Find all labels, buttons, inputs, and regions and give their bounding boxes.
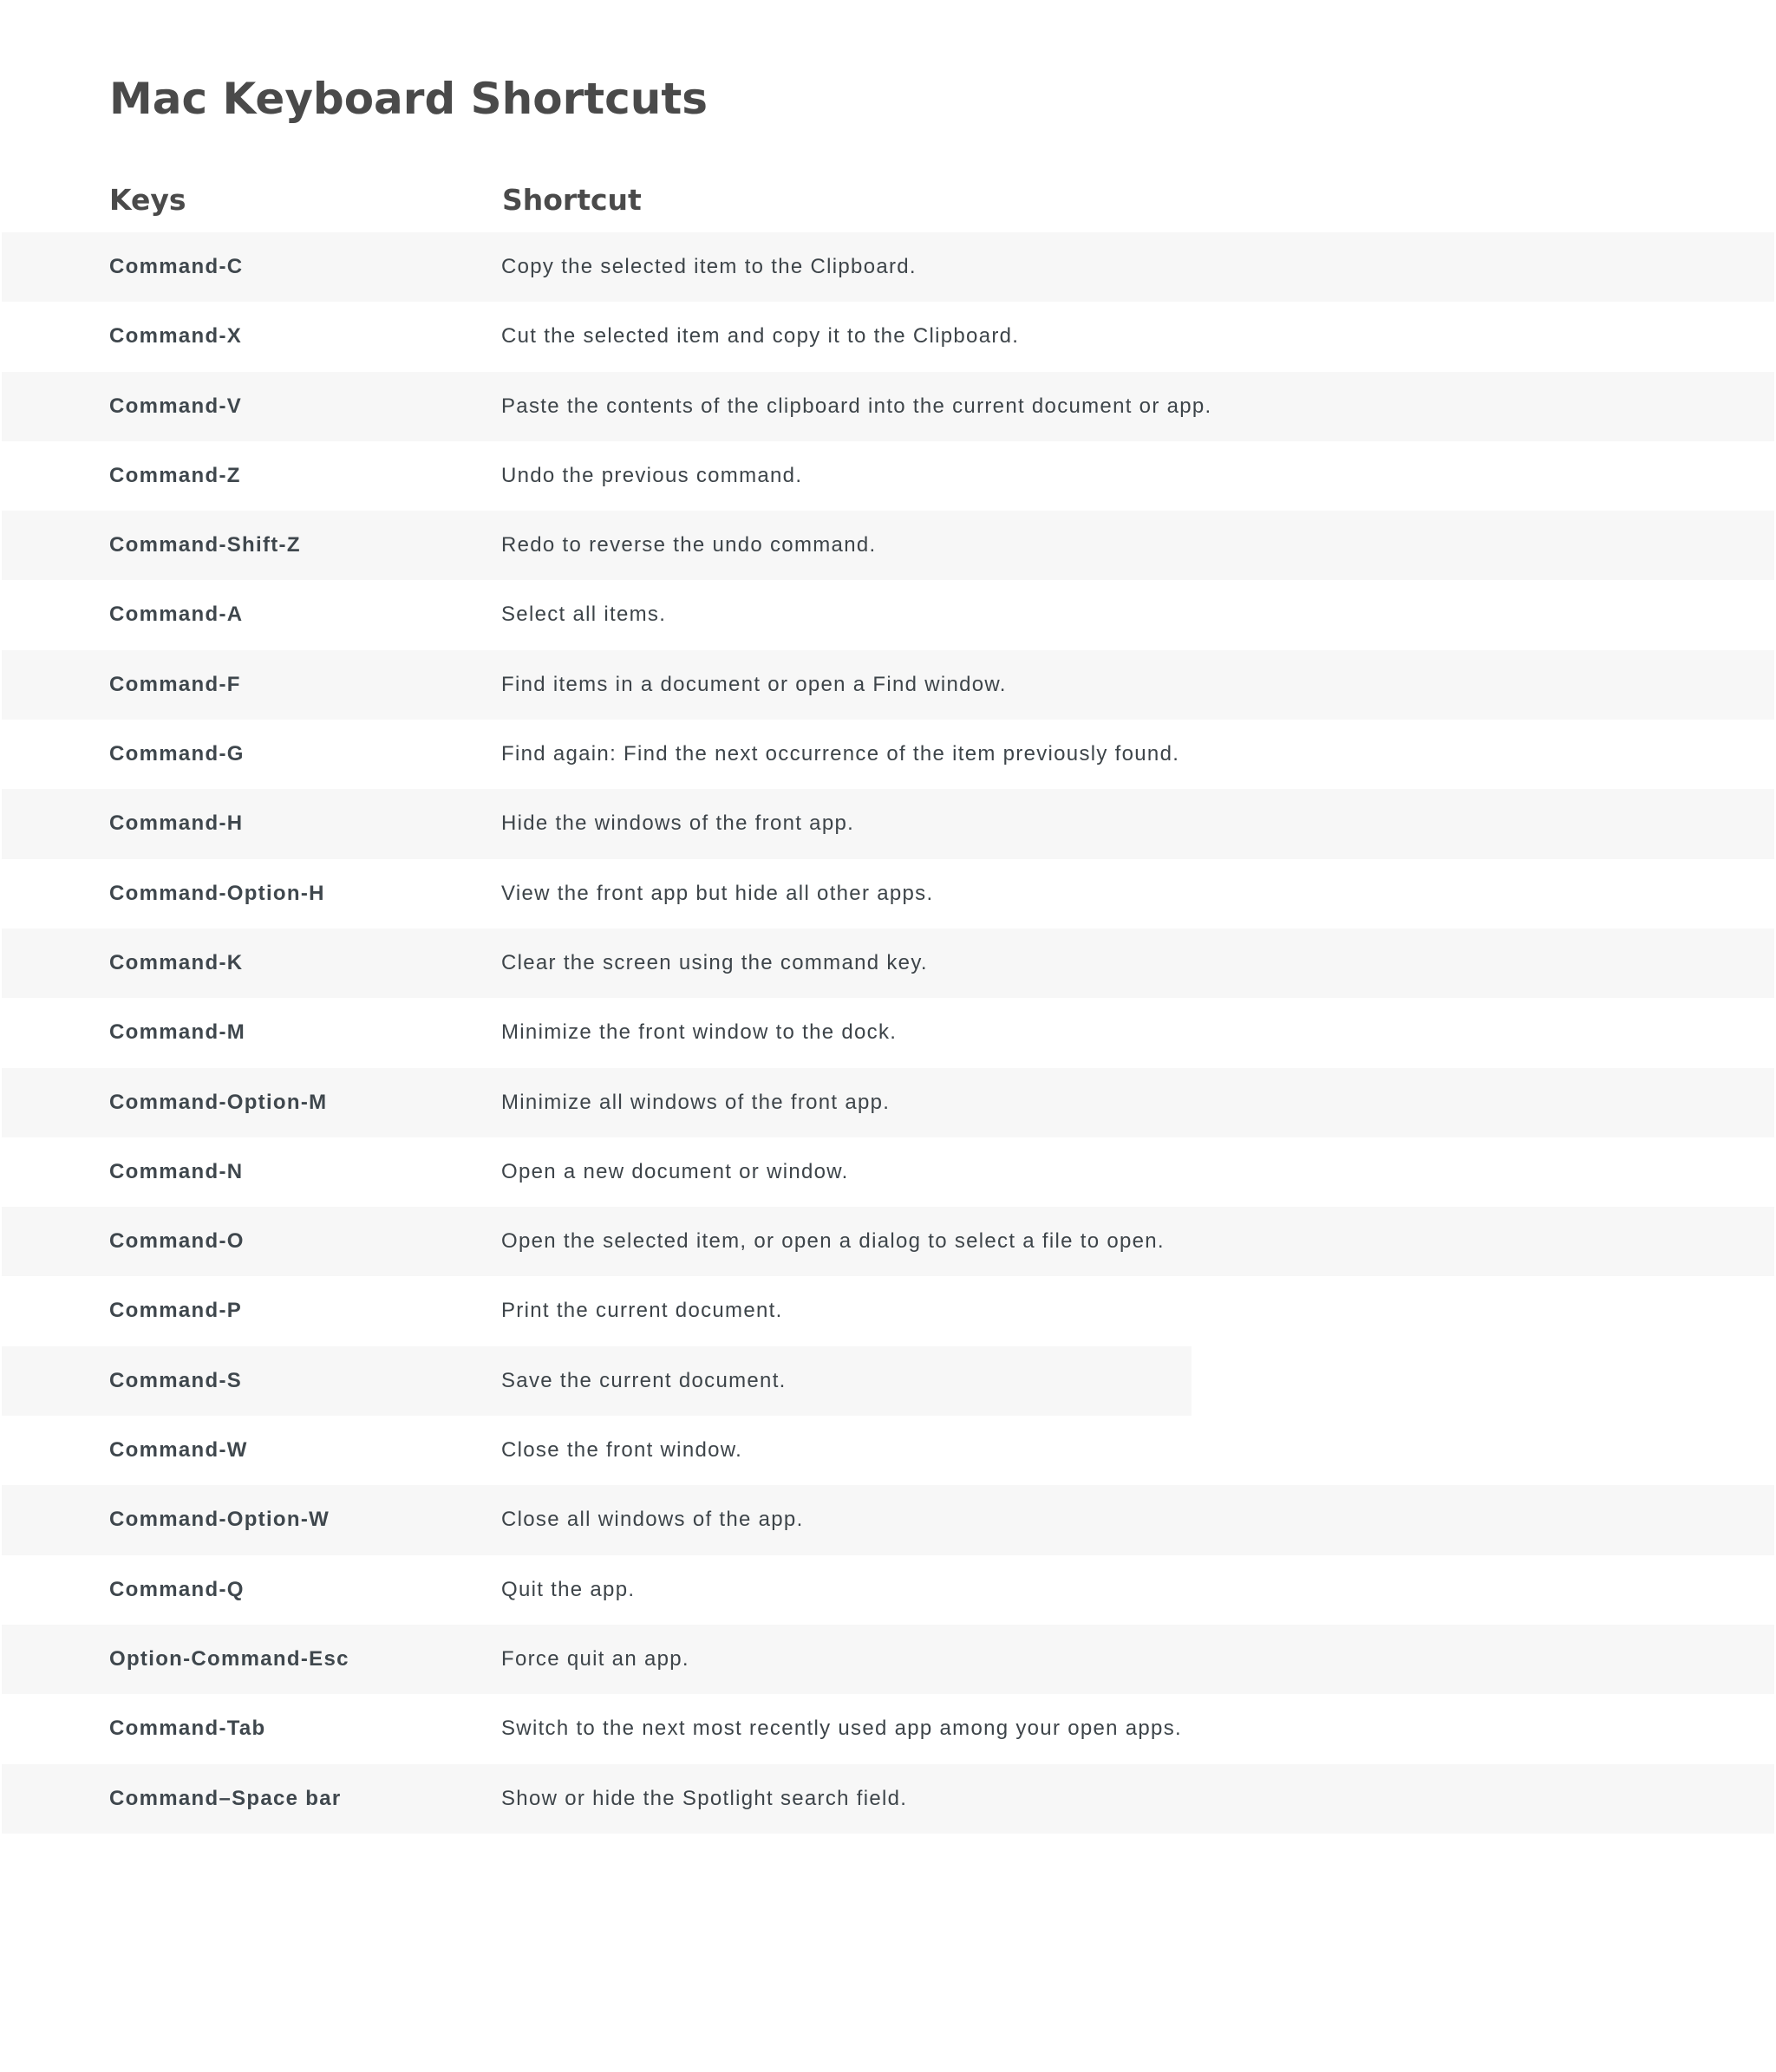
shortcut-keys: Command-N	[109, 1159, 244, 1183]
table-row	[2, 859, 1774, 928]
shortcut-keys: Command-Shift-Z	[109, 533, 301, 557]
shortcut-description: Clear the screen using the command key.	[501, 950, 928, 974]
shortcut-description: Redo to reverse the undo command.	[501, 533, 877, 557]
shortcut-keys: Command-Option-W	[109, 1508, 330, 1532]
shortcut-description: Open a new document or window.	[501, 1159, 849, 1183]
shortcut-description: Find items in a document or open a Find window.	[501, 672, 1007, 696]
shortcut-description: Find again: Find the next occurrence of the item previously found.	[501, 742, 1180, 766]
shortcut-description: Quit the app.	[501, 1577, 636, 1601]
table-row	[2, 1137, 1774, 1207]
shortcut-description: Hide the windows of the front app.	[501, 811, 855, 836]
table-row	[2, 1207, 1774, 1276]
shortcut-keys: Command-Option-M	[109, 1090, 328, 1114]
shortcut-description: Switch to the next most recently used app among your open apps.	[501, 1717, 1182, 1741]
table-row	[2, 302, 1774, 371]
table-row	[2, 789, 1774, 858]
table-header	[0, 170, 1776, 231]
table-row	[2, 1068, 1774, 1137]
shortcut-description: Minimize all windows of the front app.	[501, 1090, 891, 1114]
shortcut-description: Cut the selected item and copy it to the Clipboard.	[501, 324, 1020, 349]
table-row	[2, 720, 1774, 789]
shortcut-keys: Command-V	[109, 394, 243, 418]
shortcut-keys: Command-O	[109, 1229, 245, 1254]
shortcut-keys: Command-Tab	[109, 1717, 266, 1741]
table-row	[2, 1694, 1774, 1763]
shortcut-description: Undo the previous command.	[501, 463, 803, 487]
shortcut-column-header: Shortcut	[502, 183, 642, 217]
shortcut-keys: Command-M	[109, 1020, 246, 1045]
shortcut-keys: Command-S	[109, 1368, 243, 1392]
shortcut-description: Close all windows of the app.	[501, 1508, 804, 1532]
table-row	[2, 511, 1774, 580]
shortcut-keys: Command-F	[109, 672, 241, 696]
table-row	[2, 441, 1774, 511]
shortcut-keys: Command–Space bar	[109, 1786, 342, 1810]
table-row	[2, 372, 1774, 441]
table-row	[2, 1416, 1774, 1485]
table-row	[2, 1346, 1192, 1416]
shortcut-description: Minimize the front window to the dock.	[501, 1020, 898, 1045]
table-row	[2, 232, 1774, 302]
page-title: Mac Keyboard Shortcuts	[109, 74, 708, 124]
shortcut-description: Select all items.	[501, 603, 667, 627]
shortcut-description: Save the current document.	[501, 1368, 787, 1392]
shortcut-description: Show or hide the Spotlight search field.	[501, 1786, 908, 1810]
table-row	[2, 998, 1774, 1067]
table-row	[2, 650, 1774, 720]
shortcut-keys: Command-Option-H	[109, 881, 325, 905]
table-row	[2, 1625, 1774, 1694]
table-row	[2, 1555, 1774, 1625]
table-row	[2, 1485, 1774, 1554]
shortcut-description: View the front app but hide all other apps.	[501, 881, 934, 905]
shortcut-keys: Command-G	[109, 742, 245, 766]
table-row	[2, 580, 1774, 649]
shortcut-keys: Command-Q	[109, 1577, 245, 1601]
table-row	[2, 1764, 1774, 1834]
shortcut-description: Paste the contents of the clipboard into the current document or app.	[501, 394, 1212, 418]
shortcut-keys: Command-P	[109, 1299, 243, 1323]
keys-column-header: Keys	[109, 183, 186, 217]
shortcut-description: Close the front window.	[501, 1438, 743, 1463]
shortcut-keys: Command-K	[109, 950, 244, 974]
shortcut-keys: Command-C	[109, 255, 244, 278]
shortcut-description: Open the selected item, or open a dialog to select a file to open.	[501, 1229, 1165, 1254]
shortcut-keys: Command-H	[109, 811, 244, 836]
shortcut-keys: Command-Z	[109, 463, 241, 487]
shortcut-keys: Command-X	[109, 324, 243, 349]
shortcut-description: Print the current document.	[501, 1299, 783, 1323]
shortcuts-table	[2, 232, 1774, 1834]
shortcut-keys: Command-A	[109, 603, 244, 627]
shortcut-description: Force quit an app.	[501, 1646, 689, 1671]
shortcut-description: Copy the selected item to the Clipboard.	[501, 255, 917, 278]
shortcut-keys: Command-W	[109, 1438, 248, 1463]
table-row	[2, 1276, 1774, 1345]
table-row	[2, 928, 1774, 998]
shortcut-keys: Option-Command-Esc	[109, 1646, 349, 1671]
